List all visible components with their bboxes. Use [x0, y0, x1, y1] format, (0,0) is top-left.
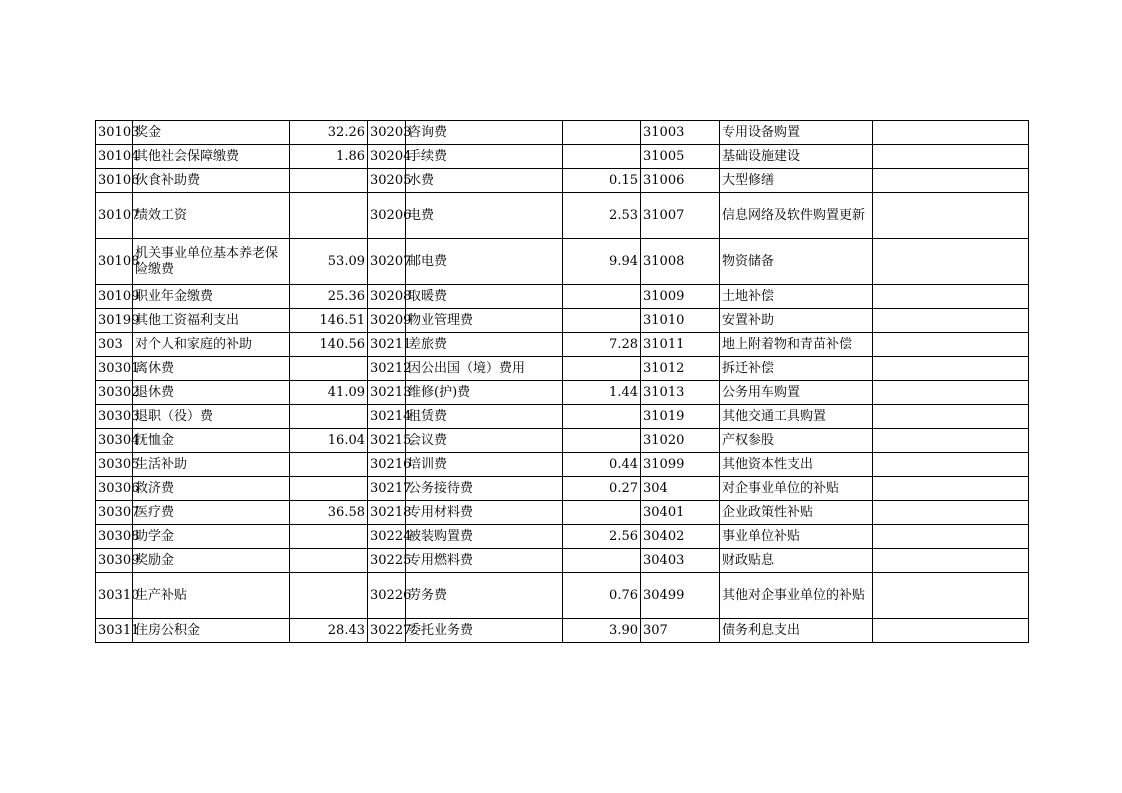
table-row [96, 309, 1029, 333]
account-code-cell: 31005 [641, 145, 720, 169]
account-name-cell: 债务利息支出 [720, 619, 873, 643]
account-name-cell: 对企事业单位的补贴 [720, 477, 873, 501]
amount-cell: 146.51 [290, 309, 368, 333]
account-name-cell: 土地补偿 [720, 285, 873, 309]
account-code-cell: 30213 [368, 381, 406, 405]
amount-cell [873, 525, 1029, 549]
account-name-cell: 会议费 [406, 429, 563, 453]
account-name-cell: 租赁费 [406, 405, 563, 429]
amount-cell [563, 309, 641, 333]
account-code-cell: 31008 [641, 239, 720, 285]
table-row [96, 619, 1029, 643]
table-row [96, 333, 1029, 357]
table-row [96, 193, 1029, 239]
account-code-cell: 30216 [368, 453, 406, 477]
amount-cell [290, 169, 368, 193]
account-name-cell: 对个人和家庭的补助 [133, 333, 290, 357]
account-code-cell: 30103 [96, 121, 133, 145]
amount-cell: 25.36 [290, 285, 368, 309]
account-name-cell: 专用材料费 [406, 501, 563, 525]
amount-cell: 32.26 [290, 121, 368, 145]
amount-cell [563, 405, 641, 429]
account-code-cell: 303 [96, 333, 133, 357]
account-name-cell: 其他社会保障缴费 [133, 145, 290, 169]
amount-cell [873, 573, 1029, 619]
account-name-cell: 取暖费 [406, 285, 563, 309]
account-code-cell: 31006 [641, 169, 720, 193]
account-code-cell: 31007 [641, 193, 720, 239]
table-row [96, 525, 1029, 549]
amount-cell [290, 477, 368, 501]
table-row [96, 477, 1029, 501]
account-name-cell: 生产补贴 [133, 573, 290, 619]
account-code-cell: 30306 [96, 477, 133, 501]
account-name-cell: 其他工资福利支出 [133, 309, 290, 333]
table-row [96, 239, 1029, 285]
amount-cell [873, 145, 1029, 169]
amount-cell [873, 619, 1029, 643]
account-code-cell: 30215 [368, 429, 406, 453]
account-code-cell: 31012 [641, 357, 720, 381]
table-row [96, 549, 1029, 573]
account-code-cell: 30401 [641, 501, 720, 525]
account-name-cell: 委托业务费 [406, 619, 563, 643]
account-name-cell: 伙食补助费 [133, 169, 290, 193]
account-code-cell: 304 [641, 477, 720, 501]
account-code-cell: 30305 [96, 453, 133, 477]
table-row [96, 381, 1029, 405]
account-name-cell: 物资储备 [720, 239, 873, 285]
amount-cell: 16.04 [290, 429, 368, 453]
amount-cell [873, 429, 1029, 453]
table-row [96, 453, 1029, 477]
amount-cell [563, 145, 641, 169]
account-name-cell: 生活补助 [133, 453, 290, 477]
amount-cell [873, 549, 1029, 573]
account-code-cell: 30108 [96, 239, 133, 285]
amount-cell [290, 573, 368, 619]
account-code-cell: 30206 [368, 193, 406, 239]
account-code-cell: 30214 [368, 405, 406, 429]
account-name-cell: 因公出国（境）费用 [406, 357, 563, 381]
account-code-cell: 31019 [641, 405, 720, 429]
account-name-cell: 绩效工资 [133, 193, 290, 239]
amount-cell [563, 357, 641, 381]
account-name-cell: 专用燃料费 [406, 549, 563, 573]
account-name-cell: 大型修缮 [720, 169, 873, 193]
amount-cell: 9.94 [563, 239, 641, 285]
amount-cell [873, 405, 1029, 429]
account-code-cell: 30225 [368, 549, 406, 573]
account-code-cell: 30217 [368, 477, 406, 501]
account-name-cell: 差旅费 [406, 333, 563, 357]
amount-cell [873, 501, 1029, 525]
account-code-cell: 30309 [96, 549, 133, 573]
account-code-cell: 30227 [368, 619, 406, 643]
table-body [96, 121, 1029, 643]
table-row [96, 169, 1029, 193]
amount-cell [873, 121, 1029, 145]
account-code-cell: 30224 [368, 525, 406, 549]
account-code-cell: 30303 [96, 405, 133, 429]
account-code-cell: 31020 [641, 429, 720, 453]
amount-cell: 2.56 [563, 525, 641, 549]
table-row [96, 573, 1029, 619]
account-name-cell: 产权参股 [720, 429, 873, 453]
account-name-cell: 公务用车购置 [720, 381, 873, 405]
amount-cell [873, 285, 1029, 309]
table-row [96, 405, 1029, 429]
account-code-cell: 30211 [368, 333, 406, 357]
account-name-cell: 助学金 [133, 525, 290, 549]
account-code-cell: 307 [641, 619, 720, 643]
amount-cell: 0.76 [563, 573, 641, 619]
account-name-cell: 手续费 [406, 145, 563, 169]
account-name-cell: 物业管理费 [406, 309, 563, 333]
amount-cell: 7.28 [563, 333, 641, 357]
amount-cell: 41.09 [290, 381, 368, 405]
account-name-cell: 住房公积金 [133, 619, 290, 643]
amount-cell: 2.53 [563, 193, 641, 239]
amount-cell [563, 121, 641, 145]
account-code-cell: 30310 [96, 573, 133, 619]
account-code-cell: 30226 [368, 573, 406, 619]
account-name-cell: 财政贴息 [720, 549, 873, 573]
amount-cell [563, 285, 641, 309]
account-name-cell: 离休费 [133, 357, 290, 381]
account-code-cell: 30106 [96, 169, 133, 193]
account-name-cell: 培训费 [406, 453, 563, 477]
account-code-cell: 30209 [368, 309, 406, 333]
account-code-cell: 30104 [96, 145, 133, 169]
account-name-cell: 地上附着物和青苗补偿 [720, 333, 873, 357]
account-name-cell: 维修(护)费 [406, 381, 563, 405]
amount-cell [290, 193, 368, 239]
amount-cell: 0.44 [563, 453, 641, 477]
amount-cell: 0.15 [563, 169, 641, 193]
account-name-cell: 安置补助 [720, 309, 873, 333]
amount-cell: 53.09 [290, 239, 368, 285]
account-code-cell: 31013 [641, 381, 720, 405]
account-code-cell: 30308 [96, 525, 133, 549]
account-name-cell: 邮电费 [406, 239, 563, 285]
account-name-cell: 其他交通工具购置 [720, 405, 873, 429]
amount-cell [290, 549, 368, 573]
account-name-cell: 事业单位补贴 [720, 525, 873, 549]
account-code-cell: 30311 [96, 619, 133, 643]
account-name-cell: 奖励金 [133, 549, 290, 573]
account-code-cell: 30304 [96, 429, 133, 453]
amount-cell [873, 453, 1029, 477]
amount-cell [290, 405, 368, 429]
account-name-cell: 专用设备购置 [720, 121, 873, 145]
account-name-cell: 其他资本性支出 [720, 453, 873, 477]
account-name-cell: 抚恤金 [133, 429, 290, 453]
account-code-cell: 31099 [641, 453, 720, 477]
account-name-cell: 退休费 [133, 381, 290, 405]
account-code-cell: 30205 [368, 169, 406, 193]
table-row [96, 121, 1029, 145]
account-code-cell: 30208 [368, 285, 406, 309]
account-name-cell: 基础设施建设 [720, 145, 873, 169]
account-name-cell: 职业年金缴费 [133, 285, 290, 309]
amount-cell: 1.44 [563, 381, 641, 405]
account-code-cell: 30109 [96, 285, 133, 309]
account-code-cell: 31009 [641, 285, 720, 309]
account-code-cell: 30307 [96, 501, 133, 525]
account-name-cell: 咨询费 [406, 121, 563, 145]
account-name-cell: 劳务费 [406, 573, 563, 619]
amount-cell [290, 357, 368, 381]
amount-cell: 36.58 [290, 501, 368, 525]
account-name-cell: 电费 [406, 193, 563, 239]
amount-cell: 1.86 [290, 145, 368, 169]
account-name-cell: 水费 [406, 169, 563, 193]
account-code-cell: 30301 [96, 357, 133, 381]
account-code-cell: 30499 [641, 573, 720, 619]
account-code-cell: 30403 [641, 549, 720, 573]
amount-cell [563, 501, 641, 525]
account-code-cell: 30402 [641, 525, 720, 549]
amount-cell [873, 381, 1029, 405]
account-code-cell: 30207 [368, 239, 406, 285]
budget-expenditure-table [95, 120, 1029, 643]
amount-cell [873, 309, 1029, 333]
account-code-cell: 30107 [96, 193, 133, 239]
amount-cell: 140.56 [290, 333, 368, 357]
account-name-cell: 企业政策性补贴 [720, 501, 873, 525]
table-row [96, 285, 1029, 309]
table-row [96, 357, 1029, 381]
account-code-cell: 30212 [368, 357, 406, 381]
account-name-cell: 拆迁补偿 [720, 357, 873, 381]
account-name-cell: 被装购置费 [406, 525, 563, 549]
amount-cell [563, 549, 641, 573]
amount-cell [873, 169, 1029, 193]
amount-cell [873, 239, 1029, 285]
account-code-cell: 31010 [641, 309, 720, 333]
account-code-cell: 30302 [96, 381, 133, 405]
account-name-cell: 机关事业单位基本养老保险缴费 [133, 239, 290, 285]
amount-cell: 3.90 [563, 619, 641, 643]
table-row [96, 501, 1029, 525]
amount-cell [873, 333, 1029, 357]
amount-cell [563, 429, 641, 453]
amount-cell [873, 357, 1029, 381]
amount-cell [873, 477, 1029, 501]
account-code-cell: 30203 [368, 121, 406, 145]
account-name-cell: 奖金 [133, 121, 290, 145]
account-name-cell: 退职（役）费 [133, 405, 290, 429]
account-name-cell: 其他对企事业单位的补贴 [720, 573, 873, 619]
account-code-cell: 30218 [368, 501, 406, 525]
account-code-cell: 31003 [641, 121, 720, 145]
account-name-cell: 救济费 [133, 477, 290, 501]
account-name-cell: 医疗费 [133, 501, 290, 525]
amount-cell [873, 193, 1029, 239]
amount-cell: 28.43 [290, 619, 368, 643]
amount-cell [290, 453, 368, 477]
account-code-cell: 31011 [641, 333, 720, 357]
account-name-cell: 信息网络及软件购置更新 [720, 193, 873, 239]
account-name-cell: 公务接待费 [406, 477, 563, 501]
account-code-cell: 30204 [368, 145, 406, 169]
account-code-cell: 30199 [96, 309, 133, 333]
table-row [96, 145, 1029, 169]
amount-cell: 0.27 [563, 477, 641, 501]
table-row [96, 429, 1029, 453]
amount-cell [290, 525, 368, 549]
